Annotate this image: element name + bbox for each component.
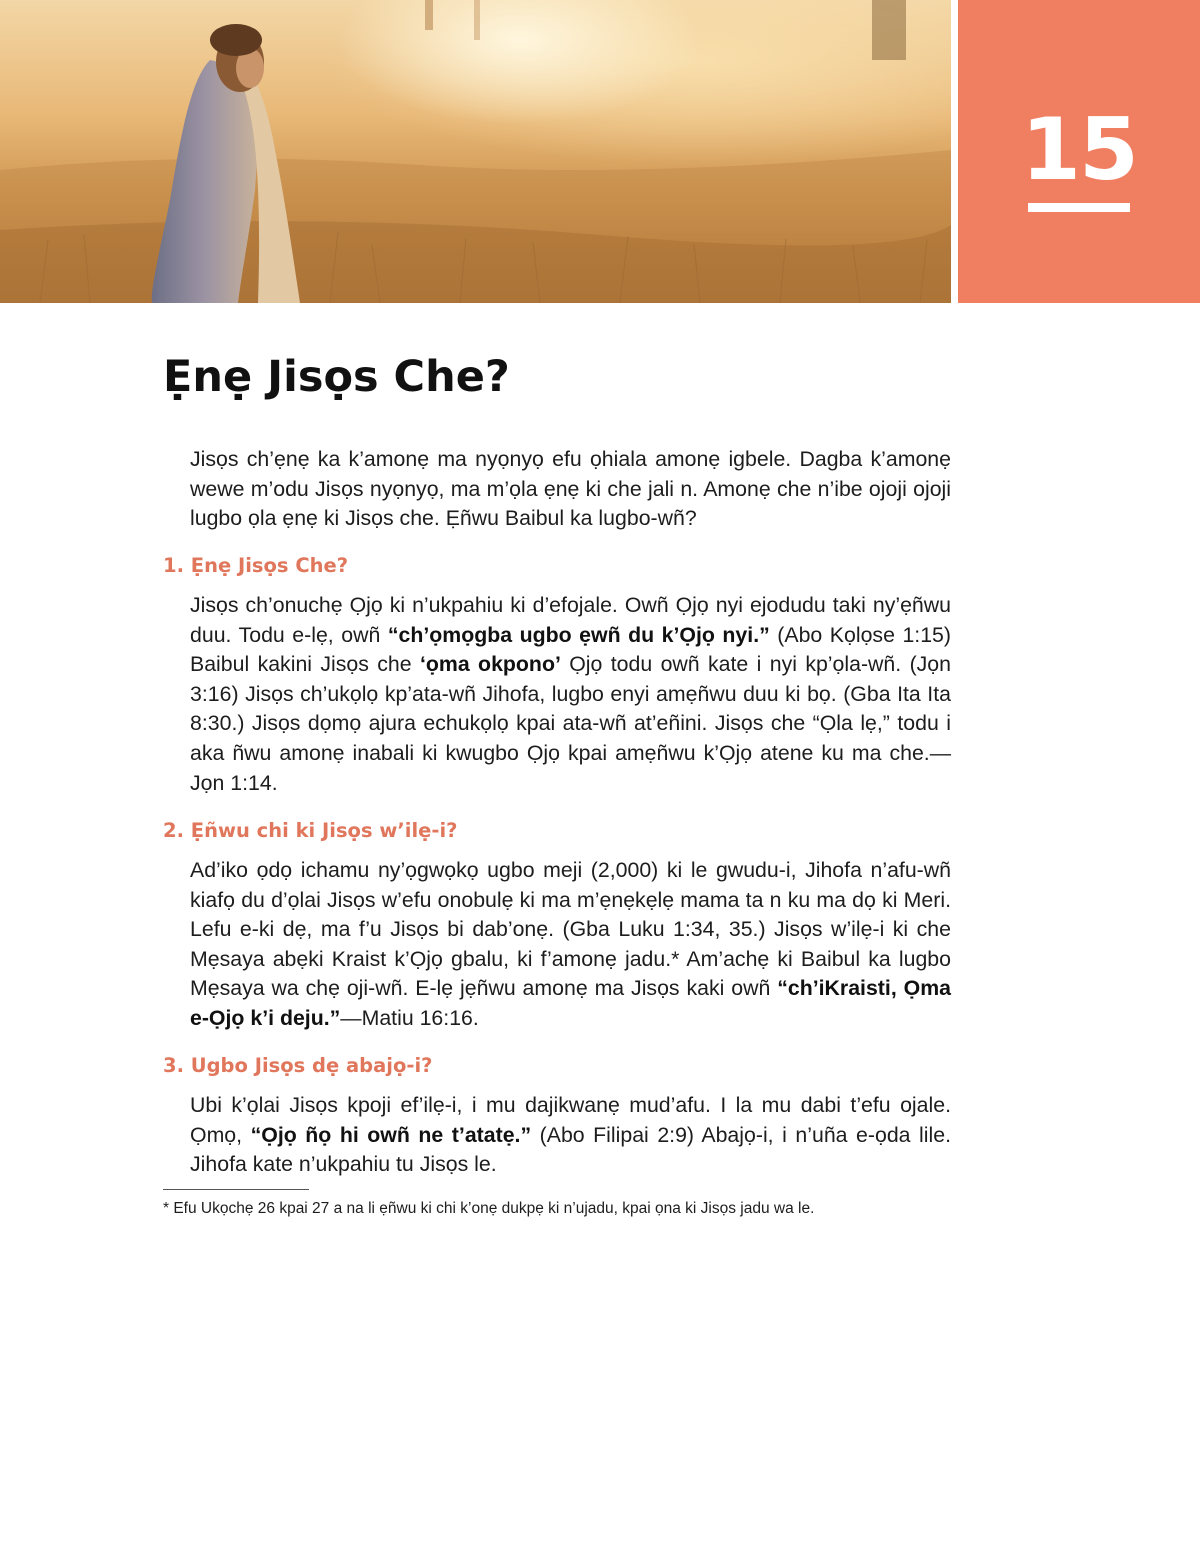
bold-quote: “ch’iKraisti, Ọma e-Ọjọ k’i deju.” bbox=[190, 976, 951, 1030]
section-1-paragraph: Jisọs ch’onuchẹ Ọjọ ki n’ukpahiu ki d’efojale. Owñ Ọjọ nyi ejodudu taki ny’ẹñwu duu. Todu e-lẹ, owñ “ch’ọmọgba ugbo ẹwñ du k’Ọjọ nyi.” (Abo Kọlọse 1:15) Baibul kakini Jisọs che ‘ọma okpono’ Ọjọ todu owñ kate i nyi kp’ọla-wñ. (Jọn 3:16) Jisọs ch’ukọlọ kp’ata-wñ Jihofa, lugbo enyi amẹñwu duu ki bọ. (Gba Ita Ita 8:30.) Jisọs dọmọ ajura echukọlọ kpai ata-wñ at’eñini. Jisọs che “Ọla lẹ,” todu i aka ñwu amonẹ inabali ki kwugbo Ọjọ kpai amẹñwu k’Ọjọ atene ku ma che.—Jọn 1:14. bbox=[190, 593, 951, 795]
section-2-paragraph: Ad’iko ọdọ ichamu ny’ọgwọkọ ugbo meji (2,000) ki le gwudu-i, Jihofa n’afu-wñ kiafọ du d’ọlai Jisọs w’efu onobulẹ ki ma m’ẹnẹkẹlẹ mama ta n ku ma dọ ki Meri. Lefu e-ki dẹ, ma f’u Jisọs bi dab’onẹ. (Gba Luku 1:34, 35.) Jisọs w’ilẹ-i ki che Mẹsaya abẹki Kraist k’Ọjọ gbalu, ki f’amonẹ jadu.* Am’achẹ ki Baibul ka lugbo Mẹsaya wa chẹ oji-wñ. E-lẹ jẹñwu amonẹ ma Jisọs kaki owñ “ch’iKraisti, Ọma e-Ọjọ k’i deju.”—Matiu 16:16. bbox=[190, 858, 951, 1030]
chapter-underline bbox=[1028, 203, 1130, 212]
field-illustration bbox=[0, 0, 951, 303]
bold-quote: ‘ọma okpono’ bbox=[419, 652, 561, 677]
section-3-paragraph: Ubi k’ọlai Jisọs kpoji ef’ilẹ-i, i mu dajikwanẹ mud’afu. I la mu dabi t’efu ojale. Ọmọ, “Ọjọ ñọ hi owñ ne t’atatẹ.” (Abo Filipai 2:9) Abajọ-i, i n’uña e-ọda lile. Jihofa kate n’ukpahiu tu Jisọs le. bbox=[190, 1093, 951, 1177]
bold-quote: “ch’ọmọgba ugbo ẹwñ du k’Ọjọ nyi.” bbox=[387, 622, 770, 647]
chapter-badge bbox=[958, 0, 1200, 303]
intro-paragraph: Jisọs ch’ẹnẹ ka k’amonẹ ma nyọnyọ efu ọhiala amonẹ igbele. Dagba k’amonẹ wewe m’odu Jisọs nyọnyọ, ma m’ọla ẹnẹ ki che jali n. Amonẹ che n’ibe ojoji ojoji lugbo ọla ẹnẹ ki Jisọs che. Ẹñwu Baibul ka lugbo-wñ? bbox=[190, 447, 951, 531]
chapter-number: 15 bbox=[1021, 100, 1137, 200]
footnote: * Efu Ukọchẹ 26 kpai 27 a na li ẹñwu ki chi k’onẹ dukpẹ ki n’ujadu, kpai ọna ki Jisọs jadu wa le. bbox=[163, 1200, 815, 1217]
question-heading-2: 2. Ẹñwu chi ki Jisọs w’ilẹ-i? bbox=[163, 819, 458, 842]
hero-photo-jesus-walking-in-field bbox=[0, 0, 951, 303]
question-heading-1: 1. Ẹnẹ Jisọs Che? bbox=[163, 554, 349, 577]
footnote-divider bbox=[163, 1189, 309, 1190]
page-title: Ẹnẹ Jisọs Che? bbox=[163, 352, 510, 402]
question-heading-3: 3. Ugbo Jisọs dẹ abajọ-i? bbox=[163, 1054, 433, 1077]
bold-quote: “Ọjọ ñọ hi owñ ne t’atatẹ.” bbox=[250, 1122, 532, 1147]
